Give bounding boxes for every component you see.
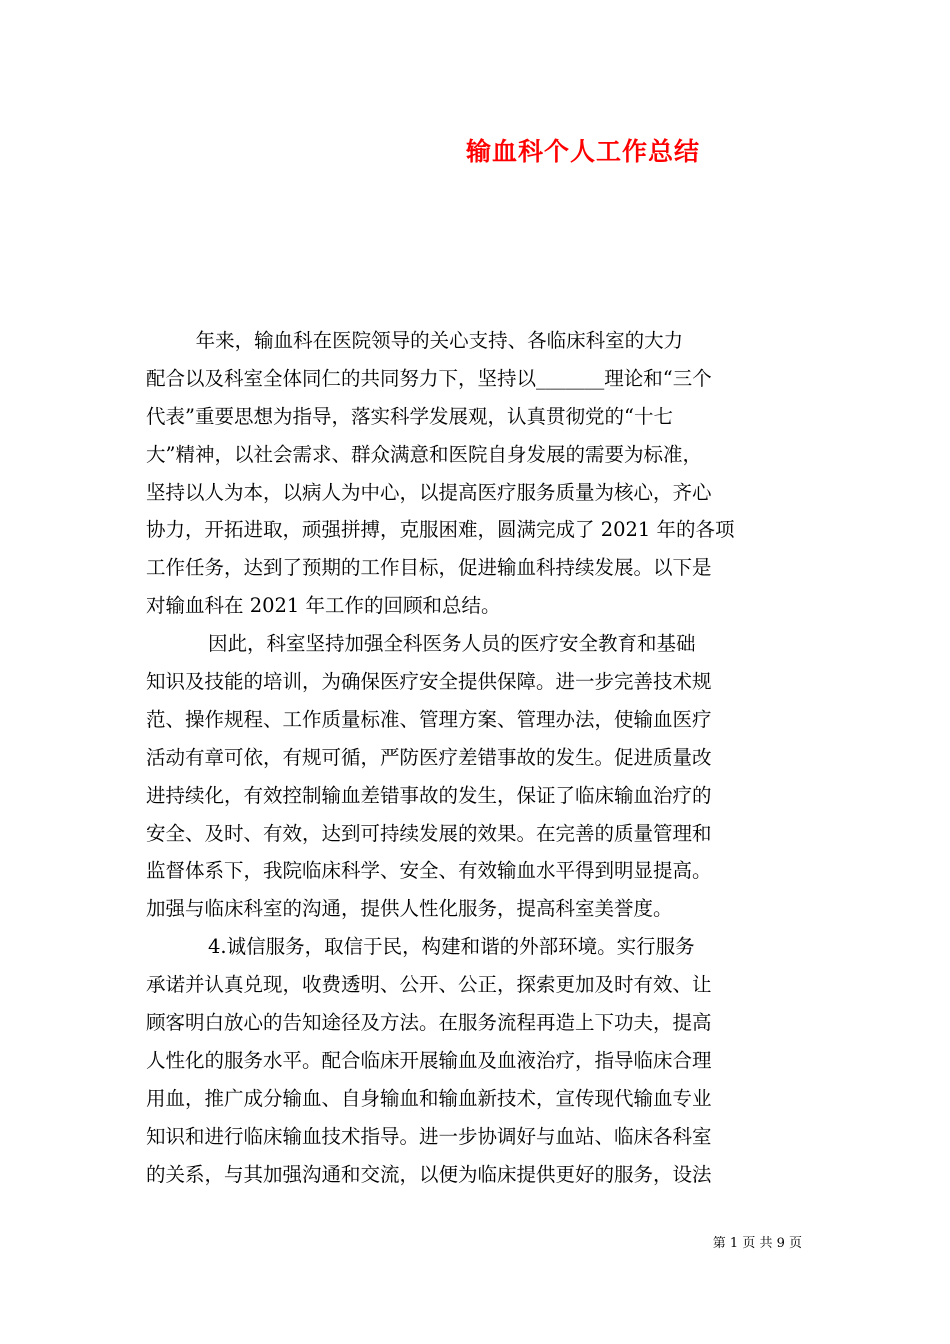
- page-number-label: 第 1 页 共 9 页: [712, 1236, 802, 1251]
- body-line: 安全、及时、有效，达到可持续发展的效果。在完善的质量管理和: [146, 821, 712, 845]
- body-line: 范、操作规程、工作质量标准、管理方案、管理办法，使输血医疗: [146, 707, 712, 731]
- body-line: 协力，开拓进取，顽强拼搏，克服困难，圆满完成了 2021 年的各项: [146, 518, 735, 542]
- body-line: 大”精神，以社会需求、群众满意和医院自身发展的需要为标准，: [146, 442, 702, 466]
- body-line: 因此，科室坚持加强全科医务人员的医疗安全教育和基础: [146, 632, 696, 656]
- page-footer: [0, 1232, 950, 1251]
- body-line: 知识和进行临床输血技术指导。进一步协调好与血站、临床各科室: [146, 1124, 712, 1148]
- body-line: 人性化的服务水平。配合临床开展输血及血液治疗，指导临床合理: [146, 1048, 712, 1072]
- body-line: 知识及技能的培训，为确保医疗安全提供保障。进一步完善技术规: [146, 670, 712, 694]
- body-line: 年来，输血科在医院领导的关心支持、各临床科室的大力: [146, 329, 684, 352]
- body-line: 加强与临床科室的沟通，提供人性化服务，提高科室美誉度。: [146, 897, 673, 921]
- body-line: 进持续化，有效控制输血差错事故的发生，保证了临床输血治疗的: [146, 783, 712, 807]
- body-line: 承诺并认真兑现，收费透明、公开、公正，探索更加及时有效、让: [146, 973, 712, 997]
- body-line: 对输血科在 2021 年工作的回顾和总结。: [146, 594, 501, 618]
- body-line: 用血，推广成分输血、自身输血和输血新技术，宣传现代输血专业: [146, 1086, 712, 1110]
- body-line: 监督体系下，我院临床科学、安全、有效输血水平得到明显提高。: [146, 859, 712, 883]
- body-line: 坚持以人为本，以病人为中心，以提高医疗服务质量为核心，齐心: [146, 480, 712, 504]
- body-line: 4.诚信服务，取信于民，构建和谐的外部环境。实行服务: [146, 935, 695, 959]
- body-line: 顾客明白放心的告知途径及方法。在服务流程再造上下功夫，提高: [146, 1011, 712, 1035]
- body-line: 配合以及科室全体同仁的共同努力下，坚持以_______理论和“三个: [146, 366, 712, 390]
- body-line: 工作任务，达到了预期的工作目标，促进输血科持续发展。以下是: [146, 556, 712, 580]
- body-line: 活动有章可依，有规可循，严防医疗差错事故的发生。促进质量改: [146, 745, 712, 769]
- body-line: 代表”重要思想为指导，落实科学发展观，认真贯彻党的“十七: [146, 404, 673, 428]
- document-body: [146, 322, 814, 1193]
- document-title: 输血科个人工作总结: [465, 137, 700, 166]
- body-line: 的关系，与其加强沟通和交流，以便为临床提供更好的服务，设法: [146, 1162, 712, 1186]
